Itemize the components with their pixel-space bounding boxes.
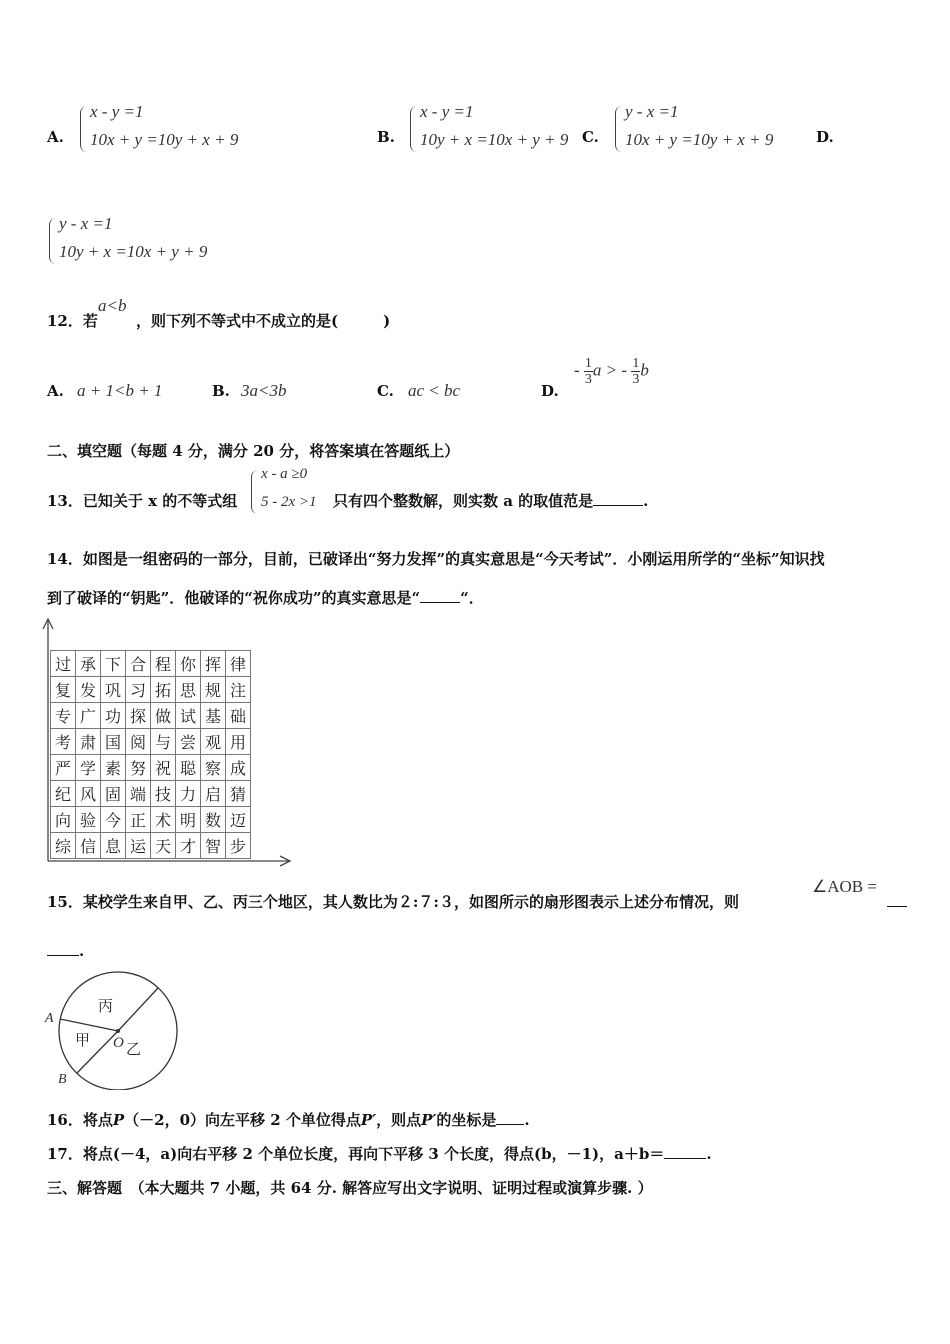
q14-line-2-text: 到了破译的“钥匙”．他破译的“祝你成功”的真实意思是“ xyxy=(47,589,421,607)
grid-cell: 今 xyxy=(101,807,126,833)
equation-line: 10x + y =10y + x + 9 xyxy=(90,130,239,149)
grid-cell: 程 xyxy=(151,651,176,677)
grid-cell: 拓 xyxy=(151,677,176,703)
grid-cell: 用 xyxy=(226,729,251,755)
grid-cell: 功 xyxy=(101,703,126,729)
grid-cell: 启 xyxy=(201,781,226,807)
grid-cell: 专 xyxy=(51,703,76,729)
grid-cell: 息 xyxy=(101,833,126,859)
q14-line-2 xyxy=(47,588,484,608)
fraction-denominator: 3 xyxy=(584,372,592,387)
q12-option-b-label: B. xyxy=(212,382,230,400)
expr-middle: a > - xyxy=(592,360,628,380)
grid-cell: 承 xyxy=(76,651,101,677)
answer-blank[interactable] xyxy=(47,941,79,956)
grid-cell: 聪 xyxy=(176,755,201,781)
grid-cell: 综 xyxy=(51,833,76,859)
grid-cell: 纪 xyxy=(51,781,76,807)
grid-cell: 智 xyxy=(201,833,226,859)
label-b: B xyxy=(58,1072,67,1087)
q13-suffix-text: 只有四个整数解，则实数 a 的取值范是 xyxy=(333,492,594,510)
period: . xyxy=(706,1145,712,1163)
answer-blank[interactable] xyxy=(593,491,643,506)
q12-option-b-expr: 3a<3b xyxy=(241,381,287,400)
grid-cell: 考 xyxy=(51,729,76,755)
q13-suffix xyxy=(333,491,648,511)
q12-option-a-label: A. xyxy=(47,382,64,400)
label-o: O xyxy=(113,1035,124,1051)
q11-option-b-label: B. xyxy=(377,128,395,146)
grid-cell: 与 xyxy=(151,729,176,755)
grid-cell: 明 xyxy=(176,807,201,833)
grid-cell: 巩 xyxy=(101,677,126,703)
q12-option-a-expr: a + 1<b + 1 xyxy=(77,381,163,400)
label-bing: 丙 xyxy=(98,997,114,1015)
grid-cell: 试 xyxy=(176,703,201,729)
q16-text-2: （－2，0）向左平移 2 个单位得点 xyxy=(124,1111,361,1129)
expr-end: b xyxy=(640,360,649,380)
period: . xyxy=(643,492,649,510)
point-p-prime: P′ xyxy=(360,1111,377,1129)
equation-line: 10y + x =10x + y + 9 xyxy=(59,242,208,261)
grid-row xyxy=(51,781,251,807)
answer-blank[interactable] xyxy=(664,1144,706,1159)
q12-prefix: 12．若 xyxy=(47,312,98,330)
grid-row xyxy=(51,651,251,677)
grid-cell: 观 xyxy=(201,729,226,755)
grid-cell: 尝 xyxy=(176,729,201,755)
fraction-denominator: 3 xyxy=(632,372,640,387)
grid-cell: 素 xyxy=(101,755,126,781)
grid-cell: 规 xyxy=(201,677,226,703)
grid-cell: 向 xyxy=(51,807,76,833)
grid-cell: 固 xyxy=(101,781,126,807)
cipher-grid xyxy=(50,650,251,859)
grid-cell: 探 xyxy=(126,703,151,729)
grid-cell: 察 xyxy=(201,755,226,781)
grid-cell: 迈 xyxy=(226,807,251,833)
q15-angle: ∠AOB = xyxy=(812,877,877,896)
q12-number xyxy=(47,311,98,331)
center-point xyxy=(116,1029,120,1033)
q13-prefix: 13．已知关于 x 的不等式组 xyxy=(47,492,238,510)
period: . xyxy=(79,942,85,960)
q14-line-1: 14．如图是一组密码的一部分，目前，已破译出“努力发挥”的真实意思是“今天考试”．小刚运用所学的“坐标”知识找 xyxy=(47,550,825,568)
grid-cell: 步 xyxy=(226,833,251,859)
equation-line: x - y =1 xyxy=(420,102,474,121)
grid-cell: 力 xyxy=(176,781,201,807)
grid-row xyxy=(51,807,251,833)
grid-cell: 律 xyxy=(226,651,251,677)
grid-cell: 正 xyxy=(126,807,151,833)
q11-option-a-label: A. xyxy=(47,128,64,146)
equation-line: y - x =1 xyxy=(59,214,113,233)
grid-row xyxy=(51,755,251,781)
radius-oa xyxy=(60,1019,118,1031)
inequality-line: 5 - 2x >1 xyxy=(261,494,317,510)
point-p-prime: P′ xyxy=(421,1111,437,1129)
label-jia: 甲 xyxy=(75,1031,91,1049)
grid-cell: 注 xyxy=(226,677,251,703)
q15-text: 15．某校学生来自甲、乙、丙三个地区，其人数比为２:７:３，如图所示的扇形图表示上述分布情况，则 xyxy=(47,893,739,911)
grid-cell: 合 xyxy=(126,651,151,677)
grid-cell: 广 xyxy=(76,703,101,729)
grid-cell: 复 xyxy=(51,677,76,703)
period: . xyxy=(524,1111,530,1129)
q16 xyxy=(47,1110,530,1130)
q11-option-c-label: C. xyxy=(582,128,599,146)
label-a: A xyxy=(45,1011,54,1026)
radius-divider xyxy=(118,988,158,1031)
grid-cell: 天 xyxy=(151,833,176,859)
equation-line: x - y =1 xyxy=(90,102,144,121)
section-3-title: 三、解答题 （本大题共 7 小题，共 64 分. 解答应写出文字说明、证明过程或演算步骤. ） xyxy=(47,1179,653,1197)
fraction-numerator: 1 xyxy=(584,356,592,371)
fraction xyxy=(631,356,640,387)
q11-option-d-label: D. xyxy=(816,128,834,146)
grid-cell: 肃 xyxy=(76,729,101,755)
q17 xyxy=(47,1144,712,1164)
grid-cell: 端 xyxy=(126,781,151,807)
grid-cell: 国 xyxy=(101,729,126,755)
grid-cell: 础 xyxy=(226,703,251,729)
grid-cell: 风 xyxy=(76,781,101,807)
neg-sign: - xyxy=(574,360,580,380)
grid-row xyxy=(51,703,251,729)
grid-cell: 习 xyxy=(126,677,151,703)
q17-text: 17．将点(－4，a)向右平移 2 个单位长度，再向下平移 3 个长度，得点(b，－1)，a＋b＝ xyxy=(47,1145,665,1163)
fraction-numerator: 1 xyxy=(632,356,640,371)
grid-cell: 术 xyxy=(151,807,176,833)
grid-cell: 发 xyxy=(76,677,101,703)
grid-cell: 挥 xyxy=(201,651,226,677)
answer-blank[interactable] xyxy=(496,1110,524,1125)
fraction xyxy=(584,356,593,387)
grid-cell: 阅 xyxy=(126,729,151,755)
equation-line: 10x + y =10y + x + 9 xyxy=(625,130,774,149)
q12-option-d-label: D. xyxy=(541,382,559,400)
grid-row xyxy=(51,729,251,755)
grid-cell: 学 xyxy=(76,755,101,781)
grid-row xyxy=(51,833,251,859)
grid-cell: 验 xyxy=(76,807,101,833)
q12-condition: a<b xyxy=(98,296,127,315)
pie-chart xyxy=(40,965,190,1090)
grid-cell: 下 xyxy=(101,651,126,677)
grid-cell: 努 xyxy=(126,755,151,781)
section-2-title: 二、填空题（每题 4 分，满分 20 分，将答案填在答题纸上） xyxy=(47,442,460,460)
grid-cell: 技 xyxy=(151,781,176,807)
q12-option-d-expr xyxy=(574,356,649,387)
grid-cell: 过 xyxy=(51,651,76,677)
point-p: P xyxy=(112,1111,125,1129)
answer-blank[interactable] xyxy=(887,906,907,907)
q16-text-4: 的坐标是 xyxy=(436,1111,497,1129)
inequality-line: x - a ≥0 xyxy=(261,466,308,482)
grid-cell: 严 xyxy=(51,755,76,781)
q16-text-3: ，则点 xyxy=(376,1111,422,1129)
q15-blank-line xyxy=(47,941,84,961)
grid-cell: 做 xyxy=(151,703,176,729)
grid-cell: 基 xyxy=(201,703,226,729)
q12-option-c-expr: ac < bc xyxy=(408,381,461,400)
grid-cell: 才 xyxy=(176,833,201,859)
grid-cell: 运 xyxy=(126,833,151,859)
grid-row xyxy=(51,677,251,703)
grid-cell: 猜 xyxy=(226,781,251,807)
q16-text-1: 16．将点 xyxy=(47,1111,113,1129)
grid-cell: 思 xyxy=(176,677,201,703)
q12-question: ，则下列不等式中不成立的是( ) xyxy=(136,312,391,330)
grid-cell: 信 xyxy=(76,833,101,859)
grid-cell: 数 xyxy=(201,807,226,833)
answer-blank[interactable] xyxy=(420,588,460,603)
equation-line: 10y + x =10x + y + 9 xyxy=(420,130,569,149)
q12-option-c-label: C. xyxy=(377,382,394,400)
q14-line-2-end: “． xyxy=(460,589,484,607)
grid-cell: 你 xyxy=(176,651,201,677)
equation-line: y - x =1 xyxy=(625,102,679,121)
grid-cell: 成 xyxy=(226,755,251,781)
grid-cell: 祝 xyxy=(151,755,176,781)
label-yi: 乙 xyxy=(126,1040,142,1058)
